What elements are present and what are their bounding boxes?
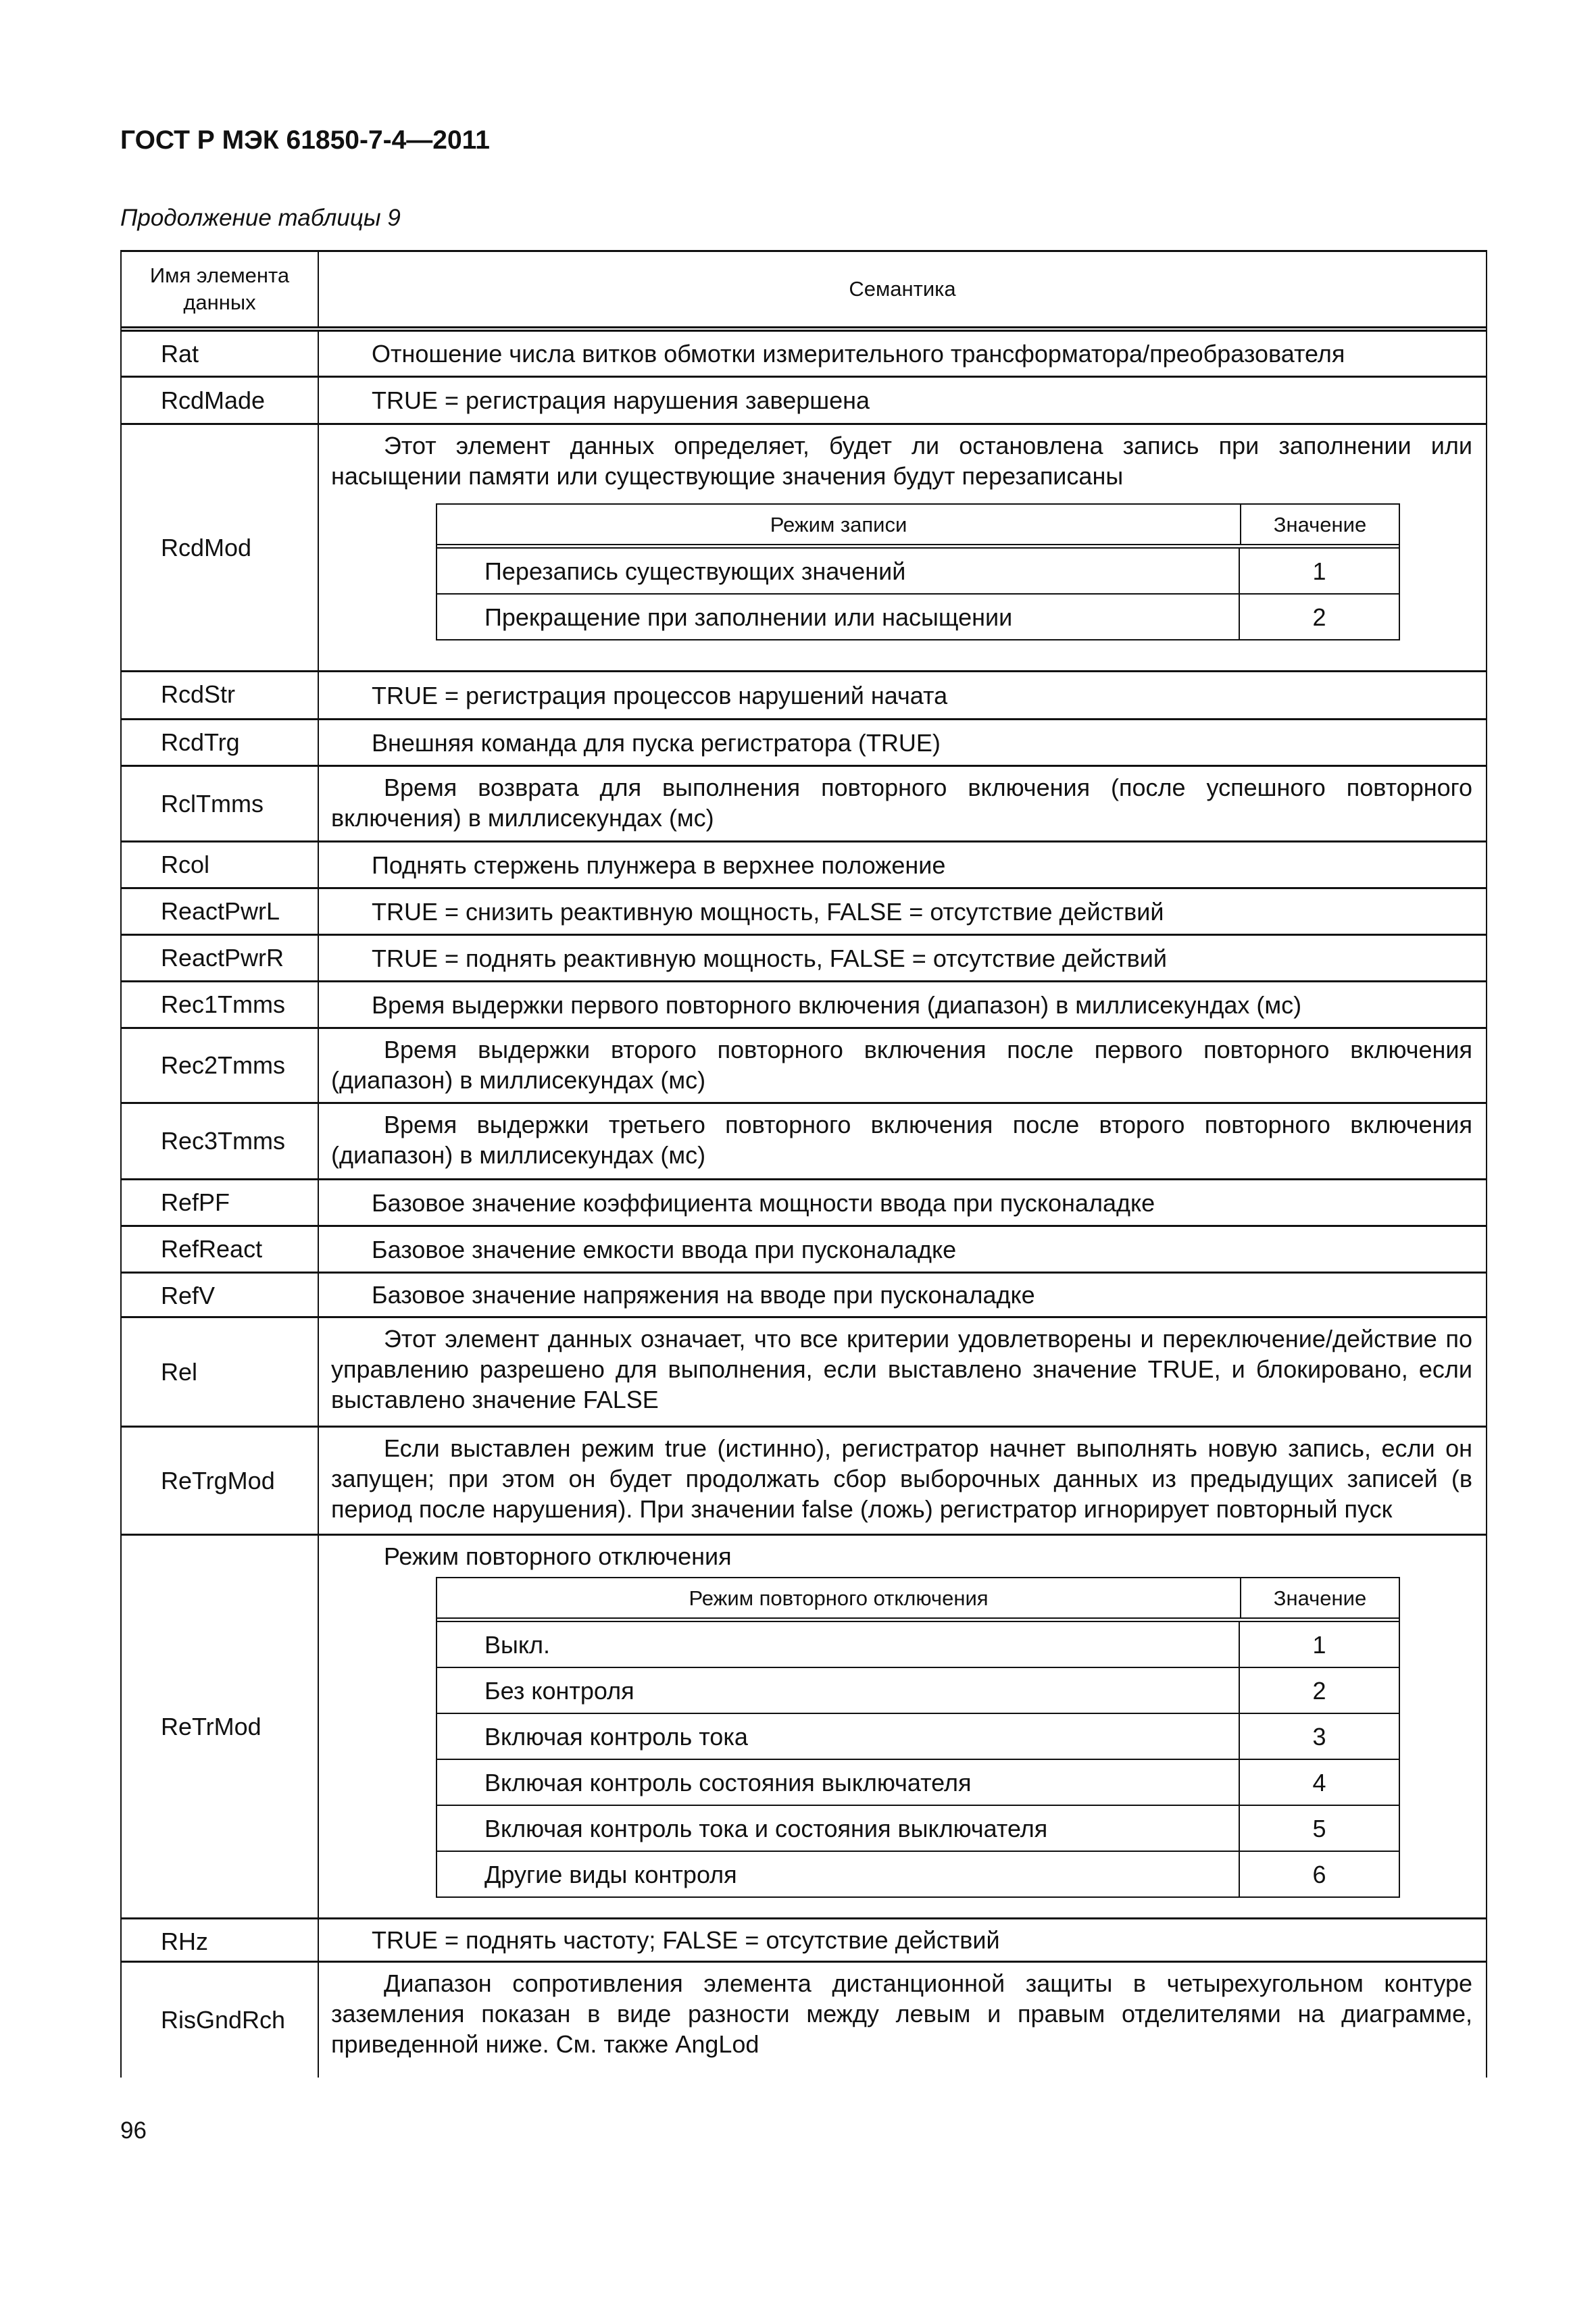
table-row-rec2tmms xyxy=(122,1029,1486,1104)
row-name: ReTrMod xyxy=(122,1536,319,1917)
table-row-refv xyxy=(122,1274,1486,1318)
mode-cell: Другие виды контроля xyxy=(437,1852,1240,1896)
row-semantics: Внешняя команда для пуска регистратора (TRUE) xyxy=(372,728,941,757)
retrip-mode-row xyxy=(437,1714,1399,1760)
retrip-mode-row xyxy=(437,1852,1399,1896)
table-row-reactpwrl xyxy=(122,889,1486,936)
mode-cell: Включая контроль тока xyxy=(437,1714,1240,1759)
row-semantics: TRUE = поднять реактивную мощность, FALSE = отсутствие действий xyxy=(372,944,1167,972)
retrip-value-col: Значение xyxy=(1273,1586,1367,1610)
value-cell: 6 xyxy=(1312,1860,1326,1888)
value-cell: 2 xyxy=(1312,1676,1326,1705)
row-semantics xyxy=(319,1029,1486,1102)
table-row-rec1tmms xyxy=(122,982,1486,1029)
header-name: Имя элемента данных xyxy=(122,252,319,326)
value-cell: 1 xyxy=(1312,1630,1326,1659)
table-row-rcdstr xyxy=(122,672,1486,720)
row-name: RefV xyxy=(122,1274,319,1316)
row-semantics: Время выдержки первого повторного включения (диапазон) в миллисекундах (мс) xyxy=(372,990,1302,1019)
row-name: ReTrgMod xyxy=(122,1428,319,1534)
row-semantics: Отношение числа витков обмотки измерительного трансформатора/преобразователя xyxy=(372,340,1345,368)
mode-cell: Прекращение при заполнении или насыщении xyxy=(437,595,1240,639)
page-number: 96 xyxy=(120,2117,147,2144)
table-row-rhz xyxy=(122,1919,1486,1963)
retrip-mode-row xyxy=(437,1668,1399,1714)
mode-cell: Перезапись существующих значений xyxy=(437,549,1240,593)
record-mode-header xyxy=(437,505,1399,549)
value-cell: 4 xyxy=(1312,1768,1326,1796)
row-name: Rec3Tmms xyxy=(122,1104,319,1178)
row-semantics xyxy=(319,1318,1486,1426)
row-name: ReactPwrL xyxy=(122,889,319,934)
table-row-rcltmms xyxy=(122,767,1486,842)
row-semantics xyxy=(319,1428,1486,1534)
row-name: Rec1Tmms xyxy=(122,982,319,1027)
table-row-rec3tmms xyxy=(122,1104,1486,1180)
row-name: RHz xyxy=(122,1919,319,1961)
retrip-mode-header xyxy=(437,1578,1399,1622)
record-mode-col: Режим записи xyxy=(437,505,1241,544)
row-semantics: TRUE = снизить реактивную мощность, FALSE = отсутствие действий xyxy=(372,897,1164,926)
table-row-risgndrch xyxy=(122,1963,1486,2078)
mode-cell: Включая контроль тока и состояния выключателя xyxy=(437,1806,1240,1851)
record-value-col: Значение xyxy=(1273,512,1367,536)
row-name: RcdMod xyxy=(122,425,319,670)
row-semantics xyxy=(319,1963,1486,2078)
document-title: ГОСТ Р МЭК 61850-7-4—2011 xyxy=(120,126,490,155)
table-row-retrmod xyxy=(122,1536,1486,1919)
row-semantics-text: Режим повторного отключения xyxy=(384,1542,732,1570)
row-semantics: TRUE = регистрация процессов нарушений начата xyxy=(372,681,948,709)
value-cell: 1 xyxy=(1312,557,1326,585)
retrip-mode-row xyxy=(437,1806,1399,1852)
table-caption: Продолжение таблицы 9 xyxy=(120,205,401,231)
row-semantics xyxy=(319,1536,1486,1917)
row-semantics-text: Этот элемент данных определяет, будет ли остановлена запись при заполнении или насыщении памяти или существующие значения будут перезаписаны xyxy=(331,432,1472,490)
value-cell: 5 xyxy=(1312,1814,1326,1842)
table-row-rcdmod xyxy=(122,425,1486,672)
row-name: RclTmms xyxy=(122,767,319,840)
table-header xyxy=(122,252,1486,332)
table-row-rcdtrg xyxy=(122,720,1486,767)
retrip-mode-col: Режим повторного отключения xyxy=(437,1578,1241,1617)
row-semantics-text: Время выдержки третьего повторного включения после второго повторного включения (диапазон) в миллисекундах (мс) xyxy=(331,1111,1472,1169)
table-row-refpf xyxy=(122,1180,1486,1227)
header-semantics: Семантика xyxy=(849,277,956,301)
row-name: ReactPwrR xyxy=(122,936,319,980)
row-name: RcdStr xyxy=(122,672,319,718)
row-name: Rcol xyxy=(122,842,319,887)
value-cell: 2 xyxy=(1312,603,1326,631)
row-name: Rel xyxy=(122,1318,319,1426)
row-name: RefPF xyxy=(122,1180,319,1225)
row-semantics: TRUE = поднять частоту; FALSE = отсутствие действий xyxy=(372,1926,1000,1954)
retrip-mode-table xyxy=(436,1577,1400,1898)
row-name: RcdTrg xyxy=(122,720,319,765)
row-name: RisGndRch xyxy=(122,1963,319,2078)
table-row-rcol xyxy=(122,842,1486,889)
row-semantics xyxy=(319,1104,1486,1178)
row-name: RcdMade xyxy=(122,378,319,423)
record-mode-row xyxy=(437,595,1399,639)
row-semantics-text: Этот элемент данных означает, что все критерии удовлетворены и переключение/действие по управлению разрешено для выполнения, если выставлено значение TRUE, и блокировано, если выставлено значение FALSE xyxy=(331,1325,1472,1413)
row-semantics xyxy=(319,767,1486,840)
table-row-rat xyxy=(122,332,1486,378)
table-row-reactpwrr xyxy=(122,936,1486,982)
mode-cell: Выкл. xyxy=(437,1622,1240,1667)
table-row-rel xyxy=(122,1318,1486,1428)
mode-cell: Без контроля xyxy=(437,1668,1240,1713)
row-name: RefReact xyxy=(122,1227,319,1272)
record-mode-table xyxy=(436,503,1400,640)
retrip-mode-row xyxy=(437,1622,1399,1668)
row-name: Rec2Tmms xyxy=(122,1029,319,1102)
row-semantics: Поднять стержень плунжера в верхнее положение xyxy=(372,851,946,879)
mode-cell: Включая контроль состояния выключателя xyxy=(437,1760,1240,1805)
row-name: Rat xyxy=(122,332,319,376)
table-row-retrgmod xyxy=(122,1428,1486,1536)
row-semantics xyxy=(319,425,1486,670)
table-row-refreact xyxy=(122,1227,1486,1274)
row-semantics-text: Диапазон сопротивления элемента дистанционной защиты в четырехугольном контуре заземления показан в виде разности между левым и правым отделителями на диаграмме, приведенной ниже. См. также AngLod xyxy=(331,1969,1472,2058)
row-semantics-text: Если выставлен режим true (истинно), регистратор начнет выполнять новую запись, если он запущен; при этом он будет продолжать сбор выборочных данных из предыдущих записей (в период после нарушения). При значении false (ложь) регистратор игнорирует повторный пуск xyxy=(331,1434,1472,1523)
table-row-rcdmade xyxy=(122,378,1486,425)
row-semantics-text: Время возврата для выполнения повторного включения (после успешного повторного включения) в миллисекундах (мс) xyxy=(331,774,1472,832)
record-mode-row xyxy=(437,549,1399,595)
row-semantics: Базовое значение напряжения на вводе при пусконаладке xyxy=(372,1281,1035,1309)
row-semantics: Базовое значение емкости ввода при пусконаладке xyxy=(372,1235,957,1263)
semantics-table xyxy=(120,250,1487,2078)
value-cell: 3 xyxy=(1312,1722,1326,1751)
retrip-mode-row xyxy=(437,1760,1399,1806)
row-semantics-text: Время выдержки второго повторного включения после первого повторного включения (диапазон) в миллисекундах (мс) xyxy=(331,1036,1472,1094)
row-semantics: Базовое значение коэффициента мощности ввода при пусконаладке xyxy=(372,1188,1155,1217)
row-semantics: TRUE = регистрация нарушения завершена xyxy=(372,386,870,414)
